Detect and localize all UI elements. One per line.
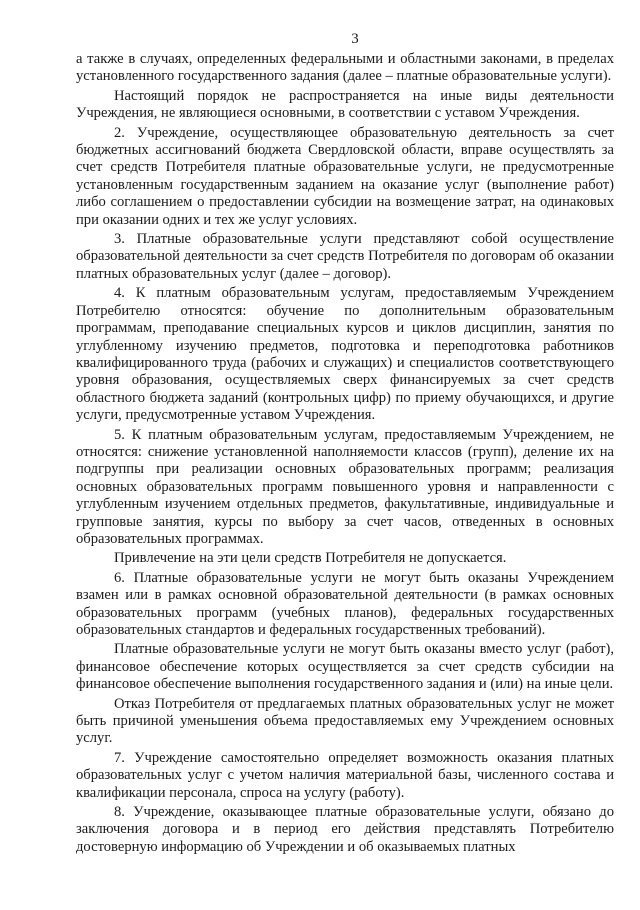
paragraph-6-refusal: Отказ Потребителя от предлагаемых платных образовательных услуг не может быть причиной уменьшения объема предоставляемых ему Учреждением основных услуг.	[76, 695, 614, 747]
paragraph-4: 4. К платным образовательным услугам, предоставляемым Учреждением Потребителю относятся: обучение по дополнительным образовательным программам, преподавание специальных курсов и циклов дисциплин, занятия по углубленному изучению предметов, подготовка и переподготовка работников квалифицированного труда (рабочих и служащих) и специалистов соответствующего уровня образования, осуществляемых сверх финансируемых за счет средств областного бюджета заданий (контрольных цифр) по приему обучающихся, и другие услуги, предусмотренные уставом Учреждения.	[76, 285, 614, 424]
paragraph-3: 3. Платные образовательные услуги представляют собой осуществление образовательной деятельности за счет средств Потребителя по договорам об оказании платных образовательных услуг (далее – договор).	[76, 231, 614, 282]
paragraph-2: 2. Учреждение, осуществляющее образовательную деятельность за счет бюджетных ассигнований бюджета Свердловской области, вправе осуществлять за счет средств Потребителя платные образовательные услуги, не предусмотренные установленным государственным заданием на оказание услуг (выполнение работ) либо соглашением о предоставлении субсидии на возмещение затрат, на одинаковых при оказании одних и тех же услуг условиях.	[76, 124, 614, 228]
paragraph-6: 6. Платные образовательные услуги не могут быть оказаны Учреждением взамен или в рамках основной образовательной деятельности (в рамках основных образовательных программ (учебных планов), федеральных государственных образовательных стандартов и федеральных государственных требований).	[76, 569, 614, 638]
paragraph-scope: Настоящий порядок не распространяется на иные виды деятельности Учреждения, не являющиеся основными, в соответствии с уставом Учреждения.	[76, 87, 614, 122]
page-number: 3	[351, 31, 359, 47]
paragraph-5-note: Привлечение на эти цели средств Потребителя не допускается.	[114, 550, 507, 567]
paragraph-continuation: а также в случаях, определенных федеральными и областными законами, в пределах установленного государственного задания (далее – платные образовательные услуги).	[76, 51, 614, 85]
paragraph-5: 5. К платным образовательным услугам, предоставляемым Учреждением, не относятся: снижение установленной наполняемости классов (групп), деление их на подгруппы при реализации основных образовательных программ; реализация основных образовательных программ повышенного уровня и направленности с углубленным изучением отдельных предметов, факультативные, индивидуальные и групповые занятия, курсы по выбору за счет часов, отведенных в основных образовательных программах.	[76, 426, 614, 547]
paragraph-8: 8. Учреждение, оказывающее платные образовательные услуги, обязано до заключения договора и в период его действия представлять Потребителю достоверную информацию об Учреждении и об оказываемых платных	[76, 804, 614, 855]
paragraph-6-replacement: Платные образовательные услуги не могут быть оказаны вместо услуг (работ), финансовое обеспечение которых осуществляется за счет средств субсидии на финансовое обеспечение выполнения государственного задания и (или) на иные цели.	[76, 641, 614, 693]
paragraph-7: 7. Учреждение самостоятельно определяет возможность оказания платных образовательных услуг с учетом наличия материальной базы, численного состава и квалификации персонала, спроса на услугу (работу).	[76, 749, 614, 801]
